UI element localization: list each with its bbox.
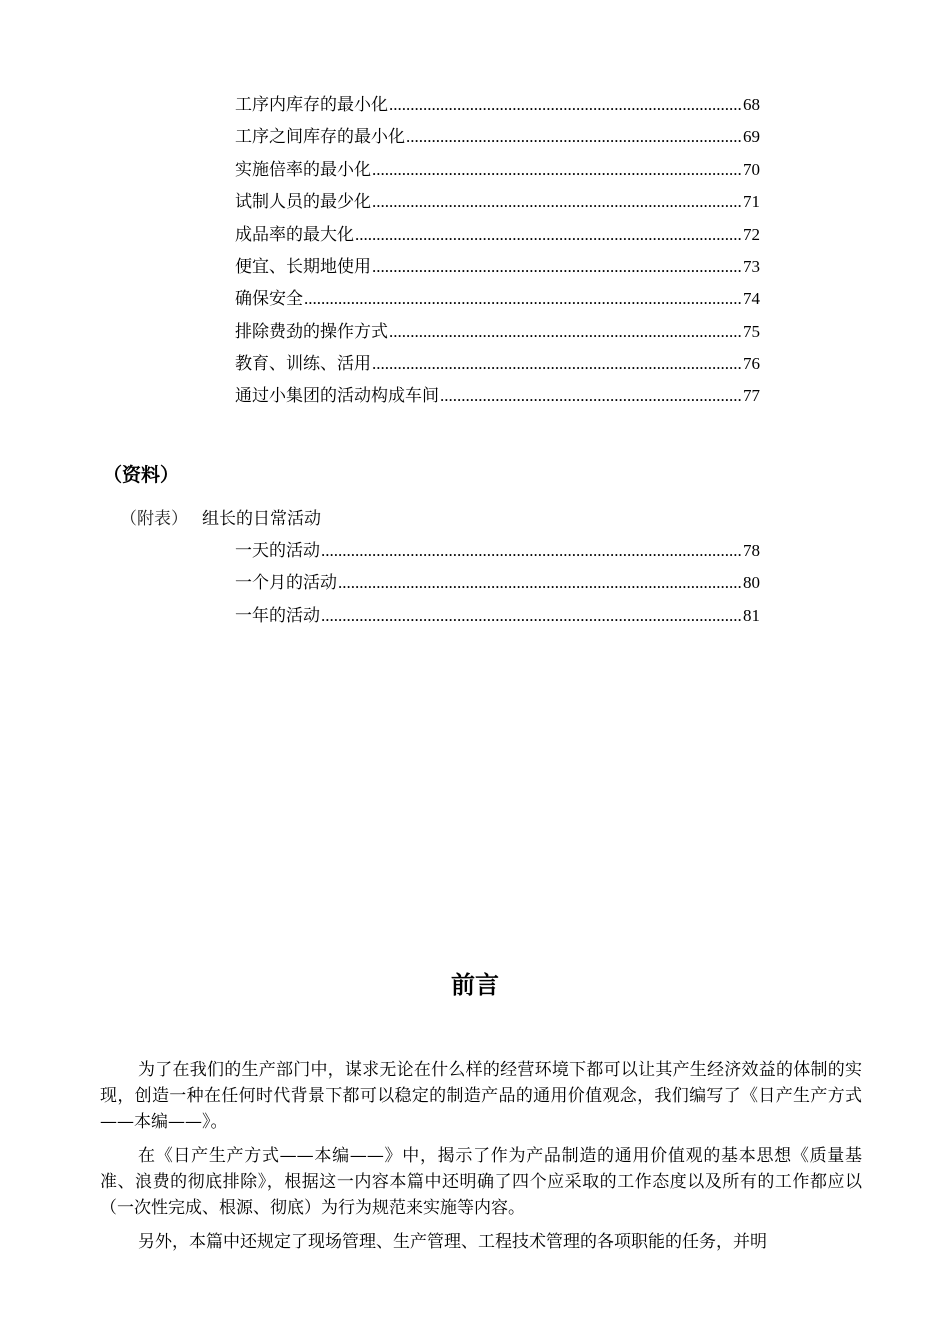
toc-dot-leader xyxy=(321,604,742,628)
toc-entry[interactable] xyxy=(235,571,760,595)
toc-dot-leader xyxy=(389,320,742,344)
toc-entry[interactable] xyxy=(235,604,760,628)
toc-page-number: 77 xyxy=(743,386,760,405)
toc-entry-title: 工序内库存的最小化 xyxy=(235,95,388,115)
toc-entry-title: 排除费劲的操作方式 xyxy=(235,322,388,342)
toc-entry[interactable] xyxy=(235,320,760,344)
toc-page-number: 71 xyxy=(743,192,760,211)
toc-entry[interactable] xyxy=(235,539,760,563)
toc-entry-title: 实施倍率的最小化 xyxy=(235,160,371,180)
toc-dot-leader xyxy=(372,190,742,214)
toc-dot-leader xyxy=(372,352,742,376)
toc-page-number: 74 xyxy=(743,289,760,308)
toc-page-number: 75 xyxy=(743,322,760,341)
toc-page-number: 70 xyxy=(743,160,760,179)
toc-page-number: 80 xyxy=(743,573,760,592)
toc-entry-title: 成品率的最大化 xyxy=(235,225,354,245)
toc-page-number: 73 xyxy=(743,257,760,276)
toc-page-number: 72 xyxy=(743,225,760,244)
toc-entry[interactable] xyxy=(235,384,760,408)
toc-entry-title: 通过小集团的活动构成车间 xyxy=(235,386,439,406)
toc-entry-title: 一年的活动 xyxy=(235,606,320,626)
toc-dot-leader xyxy=(389,93,742,117)
toc-dot-leader xyxy=(440,384,742,408)
appendix-heading xyxy=(120,507,321,531)
toc-entry[interactable] xyxy=(235,158,760,182)
toc-dot-leader xyxy=(372,158,742,182)
appendix-prefix: （附表） xyxy=(120,509,188,529)
toc-entry[interactable] xyxy=(235,255,760,279)
toc-page-number: 69 xyxy=(743,127,760,146)
toc-entry-title: 教育、训练、活用 xyxy=(235,354,371,374)
toc-entry-title: 确保安全 xyxy=(235,289,303,309)
toc-dot-leader xyxy=(304,287,742,311)
toc-entry[interactable] xyxy=(235,352,760,376)
toc-dot-leader xyxy=(372,255,742,279)
materials-heading: （资料） xyxy=(103,464,180,486)
preface-paragraph: 在《日产生产方式——本编——》中，揭示了作为产品制造的通用价值观的基本思想《质量基准、浪费的彻底排除》，根据这一内容本篇中还明确了四个应采取的工作态度以及所有的工作都应以（一次性完成、根源、彻底）为行为规范来实施等内容。 xyxy=(100,1146,862,1218)
toc-entry-title: 一个月的活动 xyxy=(235,573,337,593)
toc-entry[interactable] xyxy=(235,190,760,214)
preface-paragraph: 另外，本篇中还规定了现场管理、生产管理、工程技术管理的各项职能的任务，并明 xyxy=(138,1232,767,1252)
toc-page-number: 81 xyxy=(743,606,760,625)
toc-entry-title: 试制人员的最少化 xyxy=(235,192,371,212)
toc-entry-title: 一天的活动 xyxy=(235,541,320,561)
toc-dot-leader xyxy=(321,539,742,563)
toc-entry[interactable] xyxy=(235,93,760,117)
toc-page-number: 76 xyxy=(743,354,760,373)
preface-title: 前言 xyxy=(451,970,499,999)
appendix-title: 组长的日常活动 xyxy=(202,509,321,529)
toc-entry-title: 便宜、长期地使用 xyxy=(235,257,371,277)
toc-page-number: 68 xyxy=(743,95,760,114)
toc-entry[interactable] xyxy=(235,287,760,311)
toc-dot-leader xyxy=(406,125,742,149)
toc-page-number: 78 xyxy=(743,541,760,560)
preface-body xyxy=(100,1057,862,1263)
toc-entry[interactable] xyxy=(235,125,760,149)
toc-entry-title: 工序之间库存的最小化 xyxy=(235,127,405,147)
toc-dot-leader xyxy=(338,571,742,595)
preface-paragraph: 为了在我们的生产部门中，谋求无论在什么样的经营环境下都可以让其产生经济效益的体制的实现，创造一种在任何时代背景下都可以稳定的制造产品的通用价值观念，我们编写了《日产生产方式——本编——》。 xyxy=(100,1060,862,1132)
toc-dot-leader xyxy=(355,223,742,247)
toc-entry[interactable] xyxy=(235,223,760,247)
